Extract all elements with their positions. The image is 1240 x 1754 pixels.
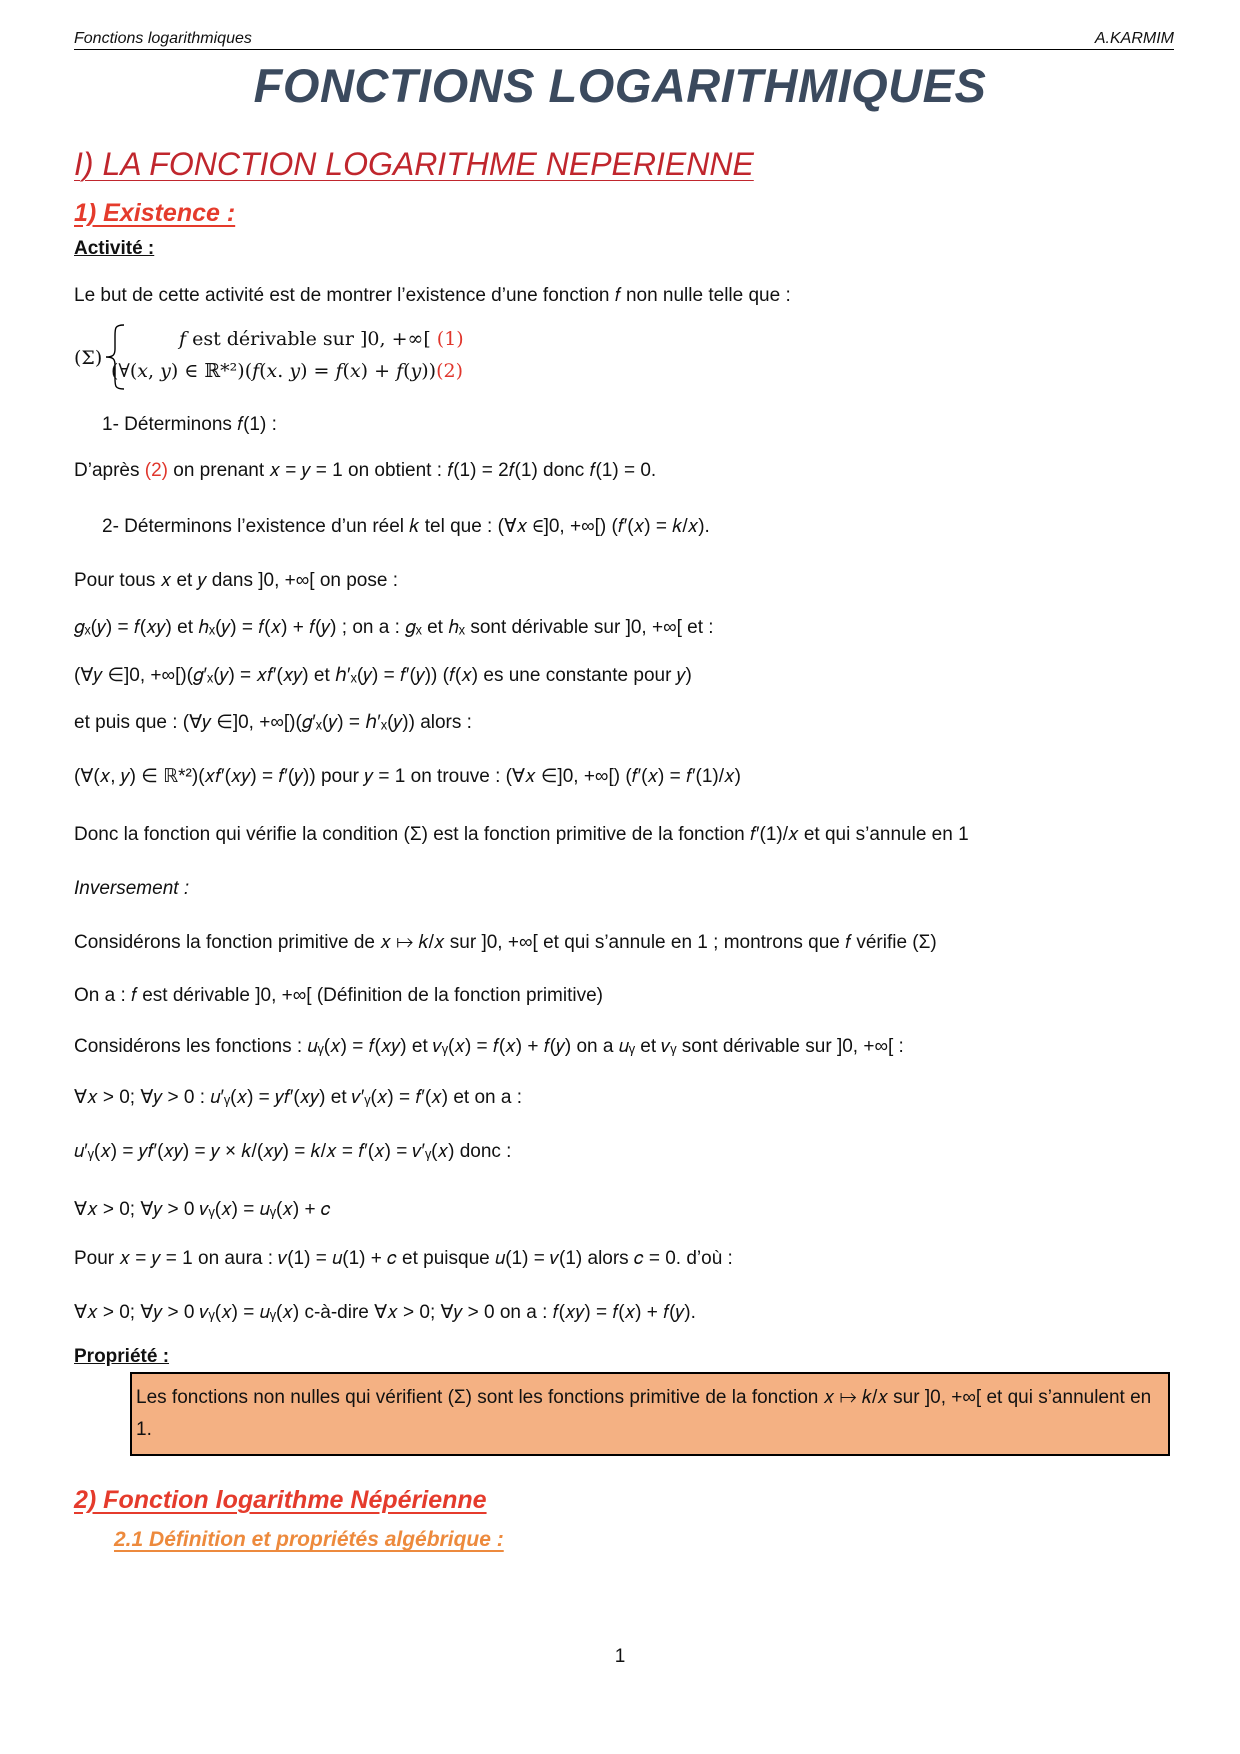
g-h-line: 𝑔ₓ(𝑦) = 𝑓(𝑥𝑦) et ℎₓ(𝑦) = 𝑓(𝑥) + 𝑓(𝑦) ; on a : 𝑔ₓ et ℎₓ sont dérivable sur ]0, +∞[ et : [74, 617, 714, 638]
forall-derivatives-line: ∀𝑥 > 0; ∀𝑦 > 0 : 𝑢′ᵧ(𝑥) = 𝑦𝑓′(𝑥𝑦) et 𝑣′ᵧ(𝑥) = 𝑓′(𝑥) et on a : [74, 1087, 523, 1108]
on-a-line: On a : 𝑓 est dérivable ]0, +∞[ (Définition de la fonction primitive) [74, 985, 604, 1006]
system-line-2 [111, 360, 463, 382]
header-rule [74, 49, 1174, 50]
system-line-1 [179, 328, 464, 350]
considerons-line: Considérons la fonction primitive de 𝑥 ↦ 𝑘/𝑥 sur ]0, +∞[ et qui s’annule en 1 ; montrons que 𝑓 vérifie (Σ) [74, 932, 937, 953]
page-number: 1 [614, 1646, 626, 1667]
header-left: Fonctions logarithmiques [74, 30, 252, 47]
inversement-label: Inversement : [74, 878, 190, 899]
section-heading: I) LA FONCTION LOGARITHME NEPERIENNE [74, 146, 754, 182]
system-tag-2: (2) [436, 360, 463, 382]
deriv-line: (∀𝑦 ∈]0, +∞[)(𝑔′ₓ(𝑦) = 𝑥𝑓′(𝑥𝑦) et ℎ′ₓ(𝑦) = 𝑓′(𝑦)) (𝑓(𝑥) es une constante pour 𝑦) [74, 665, 692, 686]
considerons-fonctions-line: Considérons les fonctions : 𝑢ᵧ(𝑥) = 𝑓(𝑥𝑦) et 𝑣ᵧ(𝑥) = 𝑓(𝑥) + 𝑓(𝑦) on a 𝑢ᵧ et 𝑣ᵧ sont dérivable sur ]0, +∞[ : [74, 1036, 904, 1057]
system-tag-1: (1) [436, 328, 464, 350]
dapres-tag: (2) [144, 460, 168, 481]
step-1: 1- Déterminons 𝑓(1) : [102, 414, 277, 435]
forall-line: (∀(𝑥, 𝑦) ∈ ℝ*²)(𝑥𝑓′(𝑥𝑦) = 𝑓′(𝑦)) pour 𝑦 = 1 on trouve : (∀𝑥 ∈]0, +∞[) (𝑓′(𝑥) = 𝑓′(1)/𝑥) [74, 766, 741, 787]
pour-line: Pour tous 𝑥 et 𝑦 dans ]0, +∞[ on pose : [74, 570, 398, 591]
property-text: Les fonctions non nulles qui vérifient (Σ) sont les fonctions primitive de la fonction 𝑥 ↦ 𝑘/𝑥 sur ]0, +∞[ et qui s’annulent en 1. [136, 1387, 1152, 1440]
header-right: A.KARMIM [1094, 30, 1174, 47]
subsection-logarithme: 2) Fonction logarithme Népérienne [74, 1486, 487, 1514]
step-2: 2- Déterminons l’existence d’un réel 𝑘 tel que : (∀𝑥 ∈]0, +∞[) (𝑓′(𝑥) = 𝑘/𝑥). [102, 516, 710, 537]
page-title: FONCTIONS LOGARITHMIQUES [253, 59, 987, 112]
subsection-existence: 1) Existence : [74, 199, 236, 227]
puis-line: et puis que : (∀𝑦 ∈]0, +∞[)(𝑔′ₓ(𝑦) = ℎ′ₓ(𝑦)) alors : [74, 712, 472, 733]
dapres-line [74, 460, 656, 482]
system-sigma [74, 324, 594, 394]
donc-line: Donc la fonction qui vérifie la condition (Σ) est la fonction primitive de la fonction 𝑓′(1)/𝑥 et qui s’annule en 1 [74, 824, 969, 845]
system-line-1-text: 𝑓 est dérivable sur ]0, +∞[ [179, 328, 437, 350]
final-line: ∀𝑥 > 0; ∀𝑦 > 0 𝑣ᵧ(𝑥) = 𝑢ᵧ(𝑥) c-à-dire ∀𝑥 > 0; ∀𝑦 > 0 on a : 𝑓(𝑥𝑦) = 𝑓(𝑥) + 𝑓(𝑦). [74, 1302, 696, 1323]
dapres-text-b: on prenant 𝑥 = 𝑦 = 1 on obtient : 𝑓(1) = 2𝑓(1) donc 𝑓(1) = 0. [167, 460, 657, 481]
property-box [130, 1372, 1170, 1456]
pour-xy-line: Pour 𝑥 = 𝑦 = 1 on aura : 𝑣(1) = 𝑢(1) + 𝑐 et puisque 𝑢(1) = 𝑣(1) alors 𝑐 = 0. d’où : [74, 1248, 733, 1269]
system-line-2-text: (∀(𝑥, 𝑦) ∈ ℝ*²)(𝑓(𝑥. 𝑦) = 𝑓(𝑥) + 𝑓(𝑦)) [111, 360, 437, 382]
v-equals-line: ∀𝑥 > 0; ∀𝑦 > 0 𝑣ᵧ(𝑥) = 𝑢ᵧ(𝑥) + 𝑐 [74, 1199, 331, 1220]
system-name: (Σ) [74, 347, 103, 369]
u-prime-line: 𝑢′ᵧ(𝑥) = 𝑦𝑓′(𝑥𝑦) = 𝑦 × 𝑘/(𝑥𝑦) = 𝑘/𝑥 = 𝑓′(𝑥) = 𝑣′ᵧ(𝑥) donc : [74, 1141, 512, 1162]
activite-label: Activité : [74, 238, 155, 259]
intro-text: Le but de cette activité est de montrer l’existence d’une fonction 𝑓 non nulle telle que : [74, 285, 791, 306]
propriete-label: Propriété : [74, 1346, 170, 1367]
dapres-text-a: D’après [74, 460, 145, 481]
subsubsection-definition: 2.1 Définition et propriétés algébrique : [114, 1528, 504, 1551]
